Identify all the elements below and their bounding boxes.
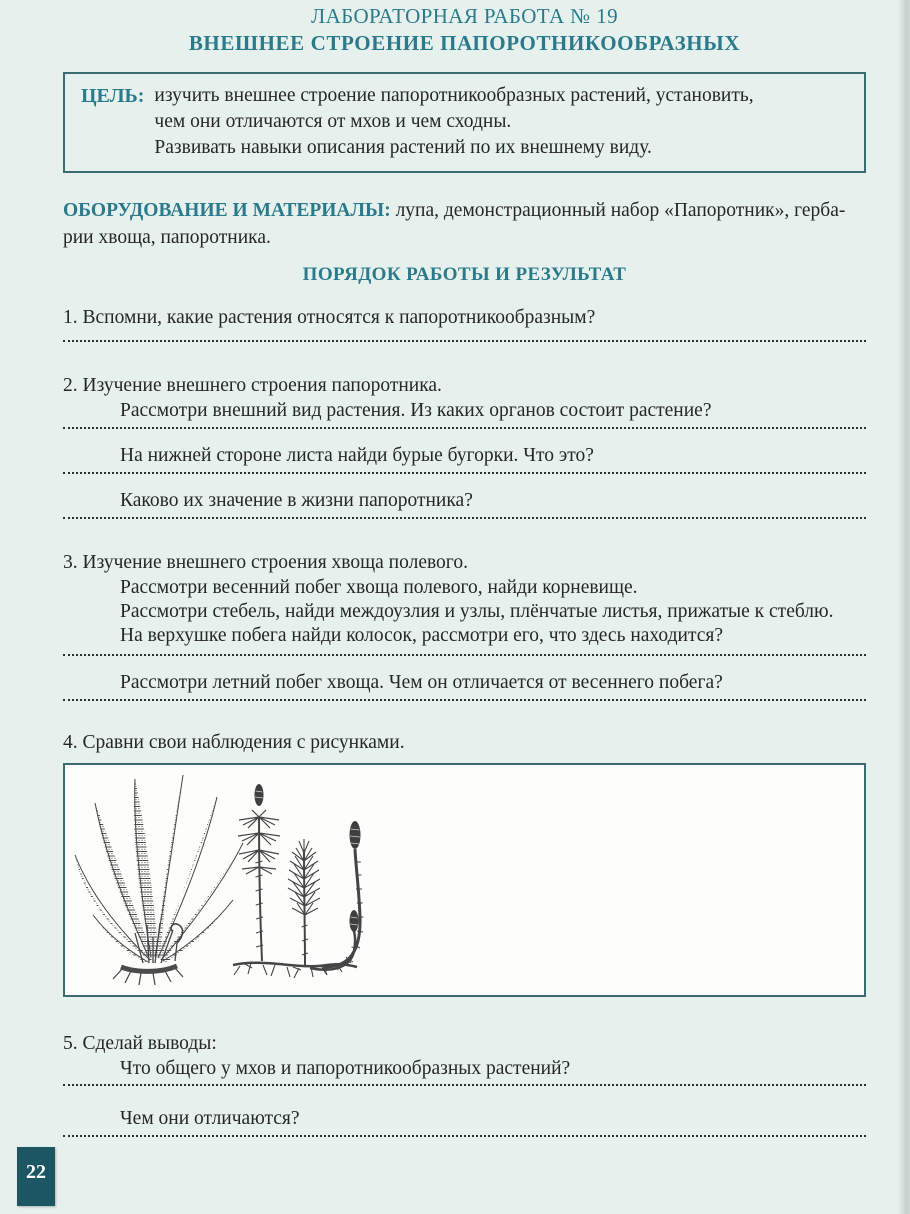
answer-line [63,427,866,429]
goal-box [63,72,866,173]
figure-box [63,763,866,997]
goal-line: Развивать навыки описания растений по их внешнему виду. [154,137,652,158]
goal-line: чем они отличаются от мхов и чем сходны. [154,111,512,132]
answer-line [63,340,866,342]
goal-text [154,83,753,161]
scan-edge-shadow [898,0,910,1214]
task-2: 2. Изучение внешнего строения папоротника. [63,375,442,396]
task-2-question-1: Рассмотри внешний вид растения. Из каких органов состоит растение? [120,400,712,421]
task-5-question-1: Что общего у мхов и папоротникообразных растений? [120,1058,571,1079]
procedure-heading: ПОРЯДОК РАБОТЫ И РЕЗУЛЬТАТ [302,264,627,285]
lab-work-title: ЛАБОРАТОРНАЯ РАБОТА № 19 [310,4,619,28]
task-3-step-1: Рассмотри весенний побег хвоща полевого, найди корневище. [120,577,638,598]
equipment-paragraph [63,197,866,251]
equipment-line [63,197,866,224]
fern-and-horsetail-illustration [65,765,864,991]
task-1: 1. Вспомни, какие растения относятся к папоротникообразным? [63,307,596,328]
task-3-question: Рассмотри летний побег хвоща. Чем он отличается от весеннего побега? [120,672,723,693]
task-4: 4. Сравни свои наблюдения с рисунками. [63,732,405,753]
page-number: 22 [26,1161,46,1183]
goal-line: изучить внешнее строение папоротникообразных растений, установить, [154,85,754,106]
task-2-question-2: На нижней стороне листа найди бурые бугорки. Что это? [120,445,594,466]
equipment-text: лупа, демонстрационный набор «Папоротник», герба- [395,200,846,221]
task-2-question-3: Каково их значение в жизни папоротника? [120,490,473,511]
page-content [63,0,866,1137]
task-5: 5. Сделай выводы: [63,1033,217,1054]
answer-line [63,472,866,474]
task-3-step-2: Рассмотри стебель, найди междоузлия и узлы, плёнчатые листья, прижатые к стеблю. [120,601,834,622]
answer-line [63,517,866,519]
answer-line [63,1135,866,1137]
equipment-text-2: рии хвоща, папоротника. [63,227,271,248]
lab-work-subtitle: ВНЕШНЕЕ СТРОЕНИЕ ПАПОРОТНИКООБРАЗНЫХ [188,31,741,55]
task-3: 3. Изучение внешнего строения хвоща полевого. [63,552,468,573]
goal-label: ЦЕЛЬ: [81,85,145,107]
task-5-question-2: Чем они отличаются? [120,1108,300,1129]
page-number-tab [17,1147,55,1206]
answer-line [63,1084,866,1086]
fern-drawing [75,775,243,985]
horsetail-drawing [233,784,364,978]
equipment-label: ОБОРУДОВАНИЕ И МАТЕРИАЛЫ: [63,200,391,221]
task-3-step-3: На верхушке побега найди колосок, рассмотри его, что здесь находится? [120,625,724,646]
answer-line [63,699,866,701]
answer-line [63,654,866,656]
